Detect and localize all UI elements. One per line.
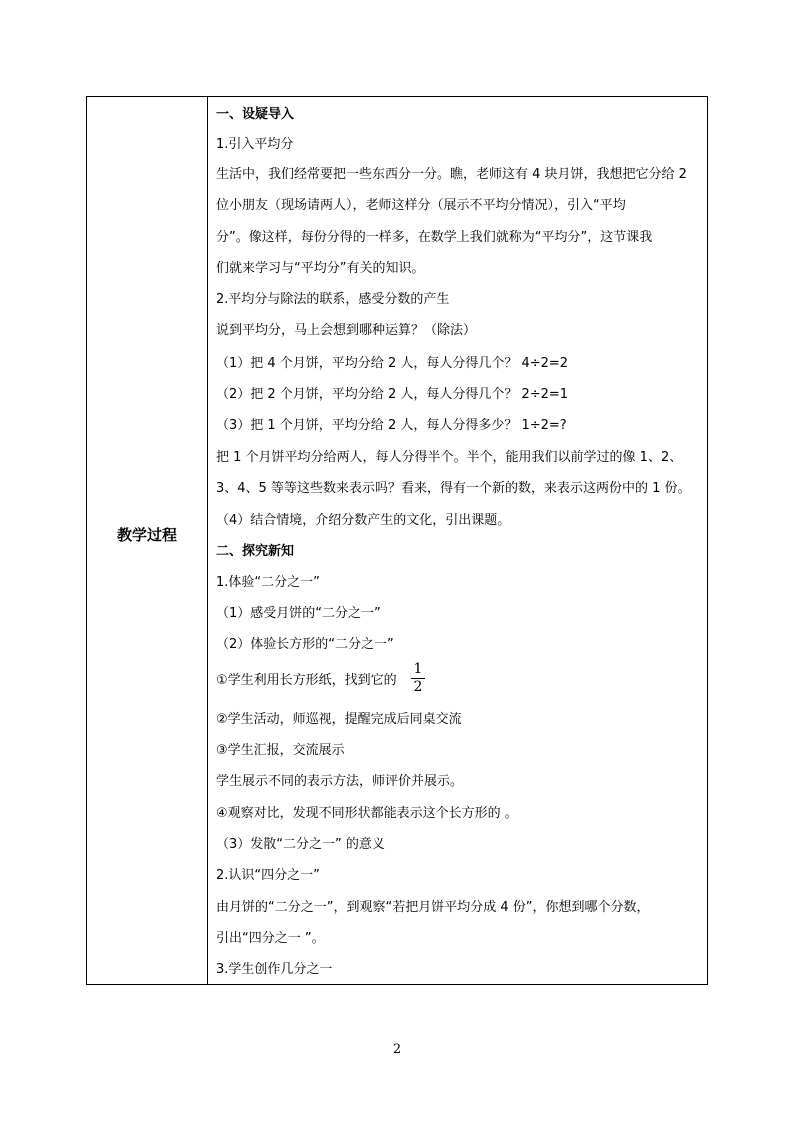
section-heading-explore: 二、探究新知 xyxy=(216,544,295,559)
page-number: 2 xyxy=(392,1042,402,1057)
paragraph-line: 生活中，我们经常要把一些东西分一分。瞧，老师这有 4 块月饼，我想把它分给 2 xyxy=(216,167,687,182)
paragraph-line: 引出“四分之一 ”。 xyxy=(216,931,325,946)
paragraph-line: 们就来学习与“平均分”有关的知识。 xyxy=(216,261,425,276)
lesson-table xyxy=(86,96,708,985)
paragraph-line: 学生展示不同的表示方法，师评价并展示。 xyxy=(216,774,464,789)
list-item: （3）把 1 个月饼，平均分给 2 人，每人分得多少？ 1÷2=? xyxy=(216,418,567,433)
subheading-create-fractions: 3.学生创作几分之一 xyxy=(216,962,333,977)
row-label: 教学过程 xyxy=(116,526,177,544)
list-item: （3）发散“二分之一” 的意义 xyxy=(216,837,385,852)
list-item: （2）体验长方形的“二分之一” xyxy=(216,637,394,652)
paragraph-line: 3、4、5 等等这些数来表示吗？看来，得有一个新的数，来表示这两份中的 1 份。 xyxy=(216,481,691,496)
list-item: ②学生活动，师巡视，提醒完成后同桌交流 xyxy=(216,712,462,727)
list-item: ③学生汇报，交流展示 xyxy=(216,743,345,758)
list-item: （4）结合情境，介绍分数产生的文化，引出课题。 xyxy=(216,513,511,528)
paragraph-line: 位小朋友（现场请两人），老师这样分（展示不平均分情况），引入“平均 xyxy=(216,198,626,213)
fraction-numerator: 1 xyxy=(413,661,423,677)
paragraph-line: 由月饼的“二分之一”，到观察“若把月饼平均分成 4 份”，你想到哪个分数， xyxy=(216,900,650,915)
subheading-quarter: 2.认识“四分之一” xyxy=(216,868,320,883)
list-item: ①学生利用长方形纸，找到它的 xyxy=(216,673,397,688)
fraction-denominator: 2 xyxy=(413,679,423,695)
list-item: （1）把 4 个月饼，平均分给 2 人，每人分得几个？ 4÷2=2 xyxy=(216,356,569,371)
paragraph-line: 把 1 个月饼平均分给两人，每人分得半个。半个，能用我们以前学过的像 1、2、 xyxy=(216,450,683,465)
list-item: （2）把 2 个月饼，平均分给 2 人，每人分得几个？ 2÷2=1 xyxy=(216,387,569,402)
subheading-experience-half: 1.体验“二分之一” xyxy=(216,575,320,590)
fraction-one-half xyxy=(411,662,425,695)
section-heading-intro: 一、设疑导入 xyxy=(216,107,295,122)
paragraph-line: 分”。像这样，每份分得的一样多，在数学上我们就称为“平均分”，这节课我 xyxy=(216,230,653,245)
list-item: （1）感受月饼的“二分之一” xyxy=(216,606,381,621)
paragraph-line: 说到平均分，马上会想到哪种运算？（除法） xyxy=(216,323,477,338)
subheading-introduce-average: 1.引入平均分 xyxy=(216,137,294,152)
subheading-division-link: 2.平均分与除法的联系，感受分数的产生 xyxy=(216,292,450,307)
column-divider xyxy=(207,97,208,984)
list-item: ④观察对比，发现不同形状都能表示这个长方形的 。 xyxy=(216,806,518,821)
